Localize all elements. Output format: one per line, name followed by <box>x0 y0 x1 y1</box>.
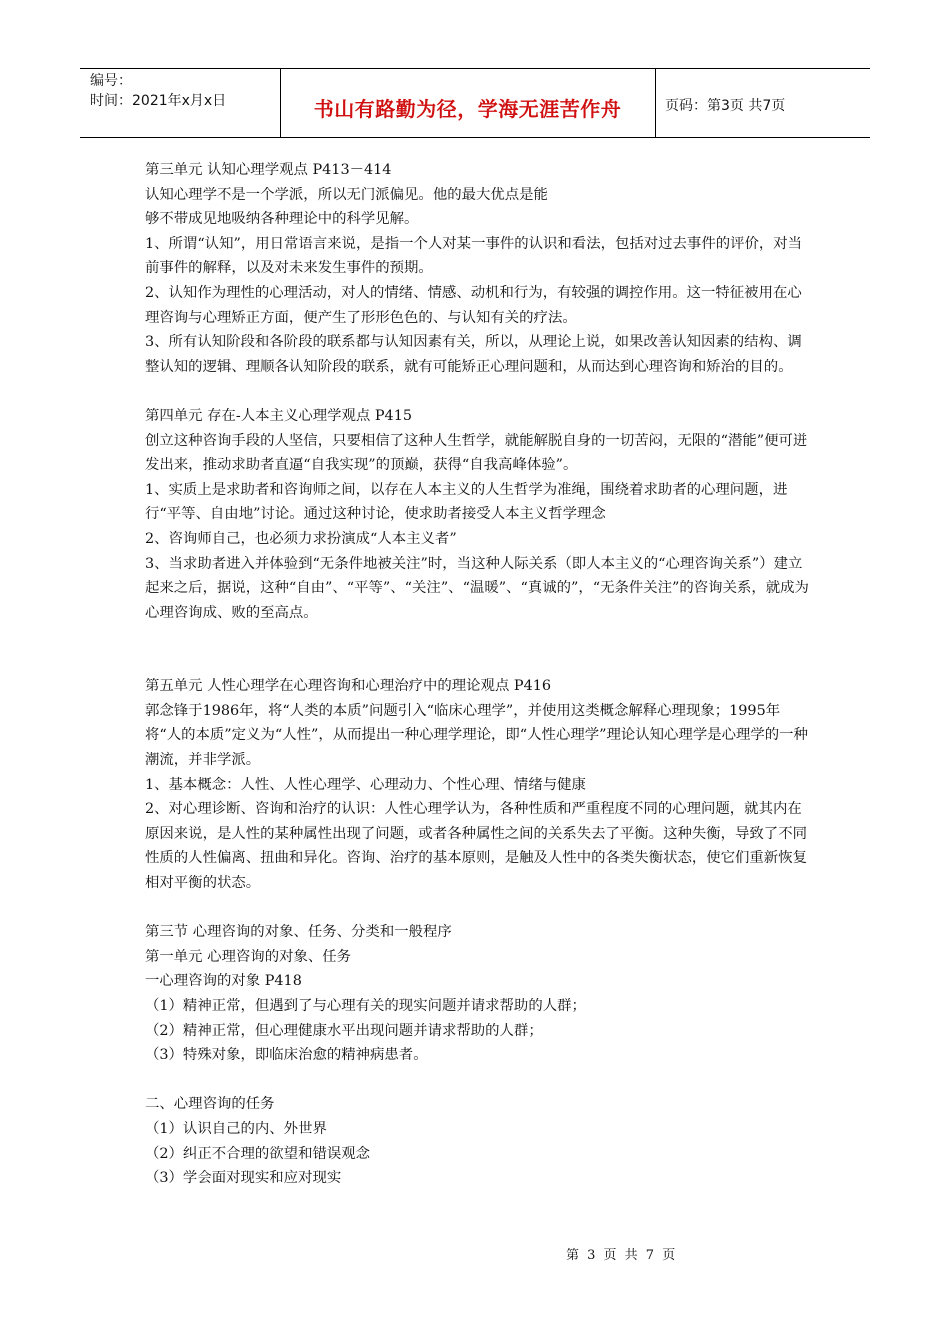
document-body <box>145 158 815 1191</box>
header-divider <box>655 69 656 137</box>
paragraph: 3、所有认知阶段和各阶段的联系都与认知因素有关，所以，从理论上说，如果改善认知因素的结构、调整认知的逻辑、理顺各认知阶段的联系，就有可能矫正心理问题和，从而达到心理咨询和矫治的目的。 <box>145 334 802 375</box>
section-heading: 第四单元 存在-人本主义心理学观点 P415 <box>145 407 413 424</box>
header-motto: 书山有路勤为径，学海无涯苦作舟 <box>313 97 622 121</box>
paragraph: 创立这种咨询手段的人坚信，只要相信了这种人生哲学，就能解脱自身的一切苦闷，无限的“潜能”便可迸发出来，推动求助者直逼“自我实现”的顶巅，获得“自我高峰体验”。 <box>145 432 808 474</box>
subsection-heading: 第一单元 心理咨询的对象、任务 <box>145 948 352 965</box>
paragraph: 2、认知作为理性的心理活动，对人的情绪、情感、动机和行为，有较强的调控作用。这一特征被用在心理咨询与心理矫正方面，便产生了形形色色的、与认知有关的疗法。 <box>145 284 802 326</box>
section-heading: 第三节 心理咨询的对象、任务、分类和一般程序 <box>145 924 452 941</box>
list-item: （3）特殊对象，即临床治愈的精神病患者。 <box>145 1047 428 1064</box>
paragraph: 2、对心理诊断、咨询和治疗的认识：人性心理学认为，各种性质和严重程度不同的心理问题，就其内在原因来说，是人性的某种属性出现了问题，或者各种属性之间的关系失去了平衡。这种失衡，导致了不同性质的人性偏离、扭曲和异化。咨询、治疗的基本原则，是触及人性中的各类失衡状态，使它们重新恢复相对平衡的状态。 <box>145 801 807 892</box>
list-item: （3）学会面对现实和应对现实 <box>145 1170 342 1187</box>
paragraph: 1、实质上是求助者和咨询师之间，以存在人本主义的人生哲学为准绳，围绕着求助者的心理问题，进行“平等、自由地”讨论。通过这种讨论，使求助者接受人本主义哲学理念 <box>145 481 788 523</box>
page-footer: 第 3 页 共 7 页 <box>566 1248 678 1263</box>
header-meta <box>90 71 226 111</box>
paragraph: 1、所谓“认知”，用日常语言来说，是指一个人对某一事件的认识和看法，包括对过去事件的评价，对当前事件的解释，以及对未来发生事件的预期。 <box>145 235 803 277</box>
section-heading: 第三单元 认知心理学观点 P413－414 <box>145 162 392 178</box>
section-heading: 第五单元 人性心理学在心理咨询和心理治疗中的理论观点 P416 <box>145 678 552 695</box>
list-item: （2）纠正不合理的欲望和错误观念 <box>145 1145 371 1162</box>
subsection-heading: 一心理咨询的对象 P418 <box>145 973 302 990</box>
list-item: （1）认识自己的内、外世界 <box>145 1120 327 1137</box>
page-header <box>80 68 870 138</box>
paragraph: 2、咨询师自己，也必须力求扮演成“人本主义者” <box>145 530 457 547</box>
list-item: （1）精神正常，但遇到了与心理有关的现实问题并请求帮助的人群； <box>145 998 586 1014</box>
paragraph: 3、当求助者进入并体验到“无条件地被关注”时，当这种人际关系（即人本主义的“心理咨询关系”）建立起来之后，据说，这种“自由”、“平等”、“关注”、“温暖”、“真诚的”，“无条件关注”的咨询关系，就成为心理咨询成、败的至高点。 <box>145 555 809 621</box>
paragraph: 郭念锋于1986年，将“人类的本质”问题引入“临床心理学”，并使用这类概念解释心理现象；1995年将“人的本质”定义为“人性”，从而提出一种心理学理论，即“人性心理学”理论认知心理学是心理学的一种潮流，并非学派。 <box>145 702 808 769</box>
paragraph: 够不带成见地吸纳各种理论中的科学见解。 <box>145 211 419 228</box>
list-item: （2）精神正常，但心理健康水平出现问题并请求帮助的人群； <box>145 1022 543 1039</box>
paragraph: 1、基本概念：人性、人性心理学、心理动力、个性心理、情绪与健康 <box>145 776 586 793</box>
header-number: 编号： <box>90 73 132 89</box>
header-page-number: 页码：第3页 共7页 <box>665 98 786 114</box>
subsection-heading: 二、心理咨询的任务 <box>145 1096 275 1113</box>
header-time: 时间：2021年x月x日 <box>90 93 227 109</box>
paragraph: 认知心理学不是一个学派，所以无门派偏见。他的最大优点是能 <box>145 186 548 203</box>
